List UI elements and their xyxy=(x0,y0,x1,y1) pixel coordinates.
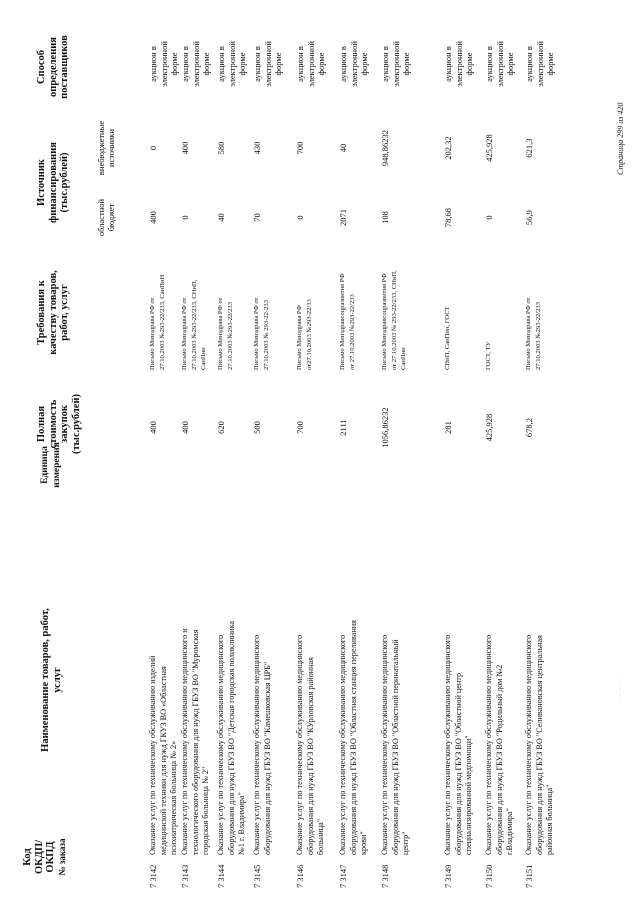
cell-regional: 0 xyxy=(295,215,305,220)
cell-code: 7 3142 xyxy=(148,864,158,888)
cell-code: 7 3143 xyxy=(180,864,190,888)
cell-cost: 400 xyxy=(148,421,158,434)
header-code-line: № заказа xyxy=(56,838,67,876)
cell-req: Письмо Минздравсоцразвития РФ от 27.10.2003 №293-22/233 xyxy=(339,273,356,370)
header-requirements: Требования к качеству товаров, работ, услуг xyxy=(36,270,70,355)
cell-req: Письмо Минздрава РФ от27.10.2003 №293-22/33 xyxy=(296,299,313,370)
cell-name: Оказание услуг по техническому обслуживанию медицинского оборудования для нужд ГБУЗ ВО "Родильный дом №2 г.Владимира" xyxy=(484,634,514,855)
header-unit: Единица измерения xyxy=(40,442,62,488)
header-source-regional: областной бюджет xyxy=(96,198,116,237)
cell-cost: 500 xyxy=(252,421,262,434)
cell-name: Оказание услуг по техническому обслуживанию медицинского оборудования для нужд ГБУЗ ВО "Детская городская поликлиника №1 г. Владимира" xyxy=(216,621,246,855)
cell-method: аукцион в электронной форме xyxy=(295,41,326,87)
cell-extra: 621,3 xyxy=(524,138,534,158)
cell-name: Оказание услуг по техническому обслуживанию медицинского и технологического оборудования для нужд ГБУЗ ВО "Муромская городская больница № 2" xyxy=(180,628,210,855)
cell-regional: 0 xyxy=(484,215,494,220)
cell-code: 7 3147 xyxy=(338,864,348,888)
cell-extra: 948,86232 xyxy=(380,129,390,167)
cell-req: Письмо Минздравсоцразвития РФ от 27.10.2003 № 293-22/233, СНиП, СанПин xyxy=(381,270,407,370)
cell-cost: 281 xyxy=(443,421,453,434)
cell-cost: 1056,86232 xyxy=(380,407,390,448)
page-number: Страница 299 из 420 xyxy=(616,102,625,175)
cell-method: аукцион в электронной форме xyxy=(380,41,411,87)
cell-extra: 400 xyxy=(180,141,190,155)
header-method: Способ определения поставщиков xyxy=(36,35,70,99)
cell-regional: 2071 xyxy=(338,209,348,226)
cell-extra: 425,928 xyxy=(484,134,494,162)
cell-req: Письмо Минздрава РФ от 27.10.2003 №293-22/233, СНиП, СанПин xyxy=(181,279,207,370)
cell-extra: 430 xyxy=(252,141,262,155)
cell-cost: 620 xyxy=(216,421,226,434)
cell-method: аукцион в электронной форме xyxy=(148,41,179,87)
cell-req: ГОСТ, ТУ xyxy=(485,341,492,370)
cell-extra: 700 xyxy=(295,141,305,155)
cell-name: Оказание услуг по техническому обслуживанию медицинского оборудования для нужд ГБУЗ ВО "Областная станция переливания крови" xyxy=(338,620,368,855)
cell-cost: 678,2 xyxy=(524,417,534,438)
cell-req: Письмо Минздрава РФ от 27.10.2003 №293-22/233, СанПиН xyxy=(149,274,166,370)
cell-name: Оказание услуг по техническому обслуживанию медицинского оборудования для нужд ГБУЗ ВО "Областной центр специализированной медпомощи" xyxy=(443,634,473,855)
cell-extra: 0 xyxy=(148,145,158,151)
cell-regional: 78,68 xyxy=(443,207,453,228)
cell-method: аукцион в электронной форме xyxy=(252,41,283,87)
cell-name: Оказание услуг по техническому обслуживанию медицинского оборудования для нужд ГБУЗ ВО "Камешковская ЦРБ" xyxy=(252,634,272,855)
cell-method: аукцион в электронной форме xyxy=(338,41,369,87)
faint-scan-artifact: · · · · · · · · xyxy=(618,673,624,700)
cell-extra: 580 xyxy=(216,141,226,155)
header-code-line: Код xyxy=(22,848,33,866)
cell-req: СНиП, СанПин, ГОСТ xyxy=(444,306,451,370)
cell-regional: 0 xyxy=(180,215,190,220)
header-source-extra: внебюджетные источники xyxy=(96,120,116,176)
cell-regional: 400 xyxy=(148,211,158,224)
cell-code: 7 3148 xyxy=(380,864,390,888)
cell-code: 7 3151 xyxy=(524,864,534,888)
header-code xyxy=(22,827,68,887)
cell-cost: 2111 xyxy=(338,419,348,436)
cell-code: 7 3150 xyxy=(484,864,494,888)
cell-code: 7 3149 xyxy=(443,864,453,888)
cell-method: аукцион в электронной форме xyxy=(484,41,515,87)
cell-req: Письмо Минздрава РФ от 27.10.2003 № 293-22-233 xyxy=(253,297,270,370)
header-name: Наименование товаров, работ, услуг xyxy=(40,608,63,752)
cell-method: аукцион в электронной форме xyxy=(216,41,247,87)
header-code-line: ОКПД xyxy=(45,841,56,873)
header-source: Источник финансирования (тыс.рублей) xyxy=(36,142,70,223)
cell-req: Письмо Минздрава РФ от 27.10.2003 №293-22/233 xyxy=(217,297,234,370)
header-cost: Полная стоимость закупок (тыс.рублей) xyxy=(36,393,82,455)
cell-name: Оказание услуг по техническому обслуживанию медицинского оборудования для нужд ГБУЗ ВО "Областной перинатальный центр" xyxy=(380,634,410,855)
cell-code: 7 3144 xyxy=(216,864,226,888)
cell-name: Оказание услуг по техническому обслуживанию медицинского оборудования для нужд ГБУЗ ВО "Селивановская центральная районная больница" xyxy=(524,634,554,855)
cell-code: 7 3146 xyxy=(295,864,305,888)
cell-name: Оказание услуг по техническому обслуживанию медицинского оборудования для нужд ГБУЗ ВО "КУрловская районная больница" xyxy=(295,634,325,855)
header-code-line: ОКДП/ xyxy=(33,839,45,875)
cell-extra: 202,32 xyxy=(443,136,453,160)
cell-name: Оказание услуг по техническому обслуживанию изделий медицинской техники для нужд ГКУЗ ВО «Областная психиатрическая больница № 2» xyxy=(148,655,178,855)
cell-extra: 40 xyxy=(338,143,348,153)
cell-cost: 700 xyxy=(295,421,305,434)
cell-regional: 40 xyxy=(216,213,226,222)
cell-cost: 425,928 xyxy=(484,413,494,442)
cell-code: 7 3145 xyxy=(252,864,262,888)
cell-method: аукцион в электронной форме xyxy=(180,41,211,87)
cell-cost: 400 xyxy=(180,421,190,434)
cell-regional: 70 xyxy=(252,213,262,222)
cell-method: аукцион в электронной форме xyxy=(443,41,474,87)
cell-method: аукцион в электронной форме xyxy=(524,41,555,87)
cell-req: Письмо Минздрава РФ от 27.10.2003 №293-22/233 xyxy=(525,297,542,370)
cell-regional: 108 xyxy=(380,211,390,224)
cell-regional: 56,9 xyxy=(524,210,534,225)
